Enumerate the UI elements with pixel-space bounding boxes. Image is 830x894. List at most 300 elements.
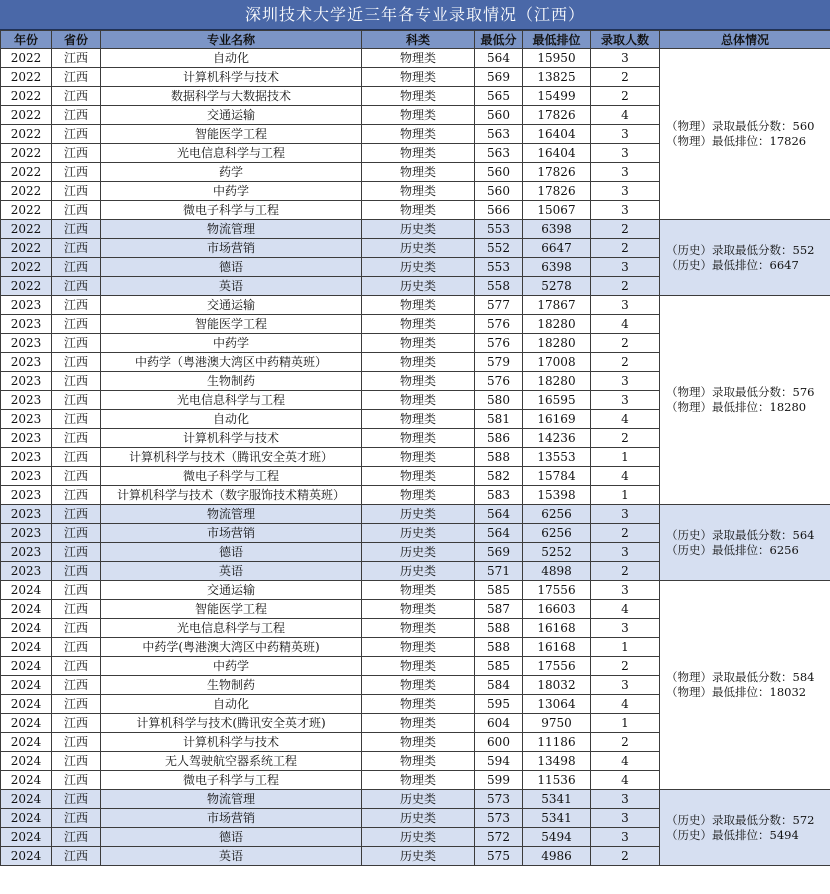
cell-category: 物理类 — [362, 771, 475, 790]
cell-province: 江西 — [52, 68, 101, 87]
cell-major: 德语 — [101, 543, 362, 562]
cell-min-rank: 4986 — [523, 847, 591, 866]
summary-line: （物理）最低排位：18032 — [666, 685, 807, 699]
cell-major: 智能医学工程 — [101, 600, 362, 619]
cell-admitted: 3 — [591, 790, 660, 809]
cell-major: 计算机科学与技术（数字服饰技术精英班） — [101, 486, 362, 505]
cell-year: 2024 — [1, 600, 52, 619]
table-row — [1, 49, 830, 68]
cell-year: 2022 — [1, 239, 52, 258]
cell-year: 2023 — [1, 486, 52, 505]
cell-year: 2022 — [1, 163, 52, 182]
cell-year: 2023 — [1, 334, 52, 353]
cell-province: 江西 — [52, 828, 101, 847]
summary-line: （历史）录取最低分数：572 — [666, 812, 815, 827]
cell-admitted: 4 — [591, 315, 660, 334]
cell-min-rank: 13825 — [523, 68, 591, 87]
cell-admitted: 3 — [591, 258, 660, 277]
cell-major: 智能医学工程 — [101, 125, 362, 144]
cell-major: 中药学(粤港澳大湾区中药精英班) — [101, 638, 362, 657]
cell-province: 江西 — [52, 391, 101, 410]
cell-category: 物理类 — [362, 372, 475, 391]
cell-province: 江西 — [52, 562, 101, 581]
cell-min-rank: 17826 — [523, 163, 591, 182]
group-summary — [660, 296, 830, 505]
cell-category: 物理类 — [362, 638, 475, 657]
cell-admitted: 2 — [591, 220, 660, 239]
cell-category: 物理类 — [362, 448, 475, 467]
cell-admitted: 1 — [591, 448, 660, 467]
cell-min-score: 585 — [475, 657, 523, 676]
summary-line: （历史）录取最低分数：552 — [666, 242, 815, 257]
cell-min-rank: 17008 — [523, 353, 591, 372]
group-summary — [660, 581, 830, 790]
cell-year: 2022 — [1, 68, 52, 87]
cell-year: 2024 — [1, 638, 52, 657]
cell-category: 物理类 — [362, 391, 475, 410]
cell-min-score: 571 — [475, 562, 523, 581]
cell-min-rank: 15067 — [523, 201, 591, 220]
cell-year: 2024 — [1, 676, 52, 695]
cell-province: 江西 — [52, 771, 101, 790]
cell-admitted: 2 — [591, 524, 660, 543]
cell-min-score: 563 — [475, 144, 523, 163]
cell-min-score: 560 — [475, 106, 523, 125]
cell-province: 江西 — [52, 220, 101, 239]
cell-province: 江西 — [52, 714, 101, 733]
cell-major: 微电子科学与工程 — [101, 201, 362, 220]
cell-category: 物理类 — [362, 201, 475, 220]
cell-year: 2023 — [1, 524, 52, 543]
cell-min-rank: 4898 — [523, 562, 591, 581]
cell-min-rank: 11536 — [523, 771, 591, 790]
cell-major: 英语 — [101, 562, 362, 581]
cell-admitted: 3 — [591, 581, 660, 600]
header-summary: 总体情况 — [660, 31, 830, 49]
cell-year: 2022 — [1, 49, 52, 68]
cell-major: 光电信息科学与工程 — [101, 144, 362, 163]
cell-major: 计算机科学与技术 — [101, 68, 362, 87]
table-row — [1, 505, 830, 524]
cell-min-score: 576 — [475, 315, 523, 334]
cell-category: 物理类 — [362, 296, 475, 315]
cell-min-rank: 16595 — [523, 391, 591, 410]
cell-major: 市场营销 — [101, 524, 362, 543]
cell-min-rank: 14236 — [523, 429, 591, 448]
cell-admitted: 3 — [591, 296, 660, 315]
cell-year: 2022 — [1, 106, 52, 125]
cell-year: 2022 — [1, 182, 52, 201]
cell-year: 2024 — [1, 828, 52, 847]
cell-admitted: 1 — [591, 486, 660, 505]
cell-admitted: 2 — [591, 847, 660, 866]
cell-major: 中药学 — [101, 182, 362, 201]
cell-min-score: 560 — [475, 163, 523, 182]
cell-province: 江西 — [52, 277, 101, 296]
cell-min-rank: 6256 — [523, 505, 591, 524]
cell-year: 2023 — [1, 391, 52, 410]
cell-min-score: 565 — [475, 87, 523, 106]
cell-province: 江西 — [52, 372, 101, 391]
cell-category: 物理类 — [362, 125, 475, 144]
cell-year: 2024 — [1, 809, 52, 828]
cell-category: 历史类 — [362, 239, 475, 258]
cell-min-rank: 16404 — [523, 144, 591, 163]
cell-year: 2023 — [1, 448, 52, 467]
cell-province: 江西 — [52, 695, 101, 714]
group-summary — [660, 220, 830, 296]
cell-min-rank: 16168 — [523, 638, 591, 657]
cell-min-rank: 15398 — [523, 486, 591, 505]
cell-min-score: 587 — [475, 600, 523, 619]
cell-major: 英语 — [101, 847, 362, 866]
cell-major: 物流管理 — [101, 220, 362, 239]
summary-line: （历史）最低排位：5494 — [666, 827, 799, 842]
summary-line: （物理）录取最低分数：576 — [666, 385, 815, 399]
cell-year: 2023 — [1, 543, 52, 562]
cell-province: 江西 — [52, 49, 101, 68]
cell-min-score: 566 — [475, 201, 523, 220]
cell-year: 2024 — [1, 657, 52, 676]
cell-admitted: 3 — [591, 828, 660, 847]
cell-min-rank: 6647 — [523, 239, 591, 258]
cell-year: 2022 — [1, 201, 52, 220]
cell-admitted: 4 — [591, 752, 660, 771]
cell-min-rank: 17826 — [523, 106, 591, 125]
summary-line: （历史）最低排位：6647 — [666, 257, 799, 272]
cell-province: 江西 — [52, 543, 101, 562]
cell-category: 物理类 — [362, 353, 475, 372]
cell-min-rank: 18280 — [523, 372, 591, 391]
group-summary — [660, 49, 830, 220]
cell-min-rank: 18280 — [523, 315, 591, 334]
cell-major: 智能医学工程 — [101, 315, 362, 334]
table-row — [1, 296, 830, 315]
cell-category: 历史类 — [362, 847, 475, 866]
table-row — [1, 581, 830, 600]
cell-province: 江西 — [52, 448, 101, 467]
cell-admitted: 2 — [591, 429, 660, 448]
cell-province: 江西 — [52, 182, 101, 201]
cell-year: 2024 — [1, 581, 52, 600]
cell-admitted: 2 — [591, 334, 660, 353]
cell-major: 自动化 — [101, 695, 362, 714]
header-year: 年份 — [1, 31, 52, 49]
cell-admitted: 2 — [591, 562, 660, 581]
cell-min-rank: 9750 — [523, 714, 591, 733]
cell-category: 历史类 — [362, 220, 475, 239]
cell-category: 物理类 — [362, 657, 475, 676]
cell-major: 市场营销 — [101, 239, 362, 258]
cell-major: 药学 — [101, 163, 362, 182]
cell-admitted: 3 — [591, 543, 660, 562]
cell-admitted: 4 — [591, 410, 660, 429]
cell-admitted: 2 — [591, 68, 660, 87]
group-summary — [660, 790, 830, 866]
cell-category: 物理类 — [362, 106, 475, 125]
summary-line: （物理）录取最低分数：584 — [666, 670, 815, 684]
cell-category: 物理类 — [362, 87, 475, 106]
header-admitted: 录取人数 — [591, 31, 660, 49]
cell-category: 历史类 — [362, 524, 475, 543]
cell-province: 江西 — [52, 467, 101, 486]
cell-admitted: 2 — [591, 657, 660, 676]
cell-province: 江西 — [52, 315, 101, 334]
cell-province: 江西 — [52, 505, 101, 524]
cell-admitted: 3 — [591, 49, 660, 68]
cell-min-score: 588 — [475, 638, 523, 657]
cell-province: 江西 — [52, 201, 101, 220]
cell-category: 物理类 — [362, 600, 475, 619]
cell-min-rank: 6398 — [523, 220, 591, 239]
cell-province: 江西 — [52, 429, 101, 448]
cell-min-rank: 17556 — [523, 657, 591, 676]
cell-year: 2022 — [1, 87, 52, 106]
cell-year: 2023 — [1, 315, 52, 334]
cell-admitted: 3 — [591, 505, 660, 524]
cell-major: 中药学（粤港澳大湾区中药精英班） — [101, 353, 362, 372]
cell-category: 物理类 — [362, 619, 475, 638]
cell-province: 江西 — [52, 353, 101, 372]
cell-year: 2022 — [1, 220, 52, 239]
cell-min-score: 588 — [475, 448, 523, 467]
group-summary — [660, 505, 830, 581]
cell-category: 物理类 — [362, 144, 475, 163]
cell-min-rank: 5341 — [523, 809, 591, 828]
cell-min-score: 576 — [475, 334, 523, 353]
cell-major: 生物制药 — [101, 372, 362, 391]
cell-min-rank: 15499 — [523, 87, 591, 106]
cell-min-score: 553 — [475, 220, 523, 239]
summary-line: （物理）录取最低分数：560 — [666, 119, 815, 133]
header-row — [1, 31, 830, 49]
cell-min-score: 576 — [475, 372, 523, 391]
cell-min-score: 586 — [475, 429, 523, 448]
cell-min-score: 577 — [475, 296, 523, 315]
cell-admitted: 2 — [591, 733, 660, 752]
cell-admitted: 2 — [591, 277, 660, 296]
cell-year: 2023 — [1, 562, 52, 581]
cell-min-rank: 16603 — [523, 600, 591, 619]
cell-major: 中药学 — [101, 657, 362, 676]
cell-min-rank: 13498 — [523, 752, 591, 771]
cell-province: 江西 — [52, 125, 101, 144]
cell-province: 江西 — [52, 106, 101, 125]
cell-min-rank: 13064 — [523, 695, 591, 714]
admission-table — [0, 30, 830, 866]
cell-min-rank: 15784 — [523, 467, 591, 486]
cell-min-rank: 6398 — [523, 258, 591, 277]
cell-province: 江西 — [52, 410, 101, 429]
cell-province: 江西 — [52, 87, 101, 106]
header-major: 专业名称 — [101, 31, 362, 49]
table-title: 深圳技术大学近三年各专业录取情况（江西） — [0, 0, 830, 30]
cell-category: 历史类 — [362, 828, 475, 847]
cell-major: 物流管理 — [101, 505, 362, 524]
cell-province: 江西 — [52, 752, 101, 771]
cell-admitted: 4 — [591, 600, 660, 619]
cell-min-rank: 18280 — [523, 334, 591, 353]
cell-admitted: 1 — [591, 638, 660, 657]
cell-min-score: 572 — [475, 828, 523, 847]
cell-category: 物理类 — [362, 182, 475, 201]
cell-year: 2023 — [1, 467, 52, 486]
cell-min-rank: 15950 — [523, 49, 591, 68]
cell-admitted: 2 — [591, 353, 660, 372]
cell-major: 计算机科学与技术 — [101, 733, 362, 752]
cell-min-score: 560 — [475, 182, 523, 201]
cell-province: 江西 — [52, 733, 101, 752]
cell-province: 江西 — [52, 334, 101, 353]
cell-category: 物理类 — [362, 486, 475, 505]
table-row — [1, 220, 830, 239]
cell-province: 江西 — [52, 581, 101, 600]
cell-min-rank: 6256 — [523, 524, 591, 543]
cell-min-score: 573 — [475, 809, 523, 828]
cell-min-score: 580 — [475, 391, 523, 410]
cell-major: 交通运输 — [101, 296, 362, 315]
cell-year: 2024 — [1, 790, 52, 809]
cell-min-score: 564 — [475, 505, 523, 524]
cell-year: 2024 — [1, 771, 52, 790]
summary-line: （历史）录取最低分数：564 — [666, 527, 815, 542]
cell-category: 物理类 — [362, 695, 475, 714]
cell-province: 江西 — [52, 296, 101, 315]
cell-province: 江西 — [52, 239, 101, 258]
cell-province: 江西 — [52, 847, 101, 866]
cell-min-score: 558 — [475, 277, 523, 296]
cell-min-score: 579 — [475, 353, 523, 372]
cell-category: 历史类 — [362, 790, 475, 809]
cell-major: 自动化 — [101, 49, 362, 68]
cell-major: 交通运输 — [101, 106, 362, 125]
cell-min-score: 599 — [475, 771, 523, 790]
cell-min-score: 585 — [475, 581, 523, 600]
cell-category: 历史类 — [362, 809, 475, 828]
cell-category: 物理类 — [362, 410, 475, 429]
cell-min-score: 583 — [475, 486, 523, 505]
cell-min-rank: 5278 — [523, 277, 591, 296]
cell-admitted: 4 — [591, 106, 660, 125]
cell-category: 物理类 — [362, 581, 475, 600]
cell-min-score: 569 — [475, 68, 523, 87]
cell-major: 生物制药 — [101, 676, 362, 695]
summary-line: （物理）最低排位：18280 — [666, 400, 807, 414]
cell-major: 光电信息科学与工程 — [101, 391, 362, 410]
cell-category: 物理类 — [362, 714, 475, 733]
cell-min-score: 573 — [475, 790, 523, 809]
summary-line: （历史）最低排位：6256 — [666, 542, 799, 557]
cell-min-score: 552 — [475, 239, 523, 258]
cell-province: 江西 — [52, 163, 101, 182]
cell-province: 江西 — [52, 619, 101, 638]
cell-admitted: 3 — [591, 125, 660, 144]
cell-province: 江西 — [52, 676, 101, 695]
header-province: 省份 — [52, 31, 101, 49]
summary-line: （物理）最低排位：17826 — [666, 134, 807, 148]
cell-min-rank: 16168 — [523, 619, 591, 638]
cell-year: 2023 — [1, 353, 52, 372]
cell-major: 英语 — [101, 277, 362, 296]
cell-min-score: 600 — [475, 733, 523, 752]
cell-admitted: 3 — [591, 163, 660, 182]
cell-min-rank: 17556 — [523, 581, 591, 600]
cell-min-rank: 11186 — [523, 733, 591, 752]
cell-category: 物理类 — [362, 315, 475, 334]
cell-category: 物理类 — [362, 733, 475, 752]
cell-min-score: 575 — [475, 847, 523, 866]
cell-min-score: 563 — [475, 125, 523, 144]
cell-min-score: 582 — [475, 467, 523, 486]
cell-province: 江西 — [52, 524, 101, 543]
cell-min-rank: 5494 — [523, 828, 591, 847]
cell-major: 自动化 — [101, 410, 362, 429]
header-min-rank: 最低排位 — [523, 31, 591, 49]
cell-year: 2024 — [1, 847, 52, 866]
cell-year: 2022 — [1, 258, 52, 277]
cell-major: 微电子科学与工程 — [101, 467, 362, 486]
cell-category: 物理类 — [362, 49, 475, 68]
cell-min-rank: 13553 — [523, 448, 591, 467]
cell-admitted: 2 — [591, 87, 660, 106]
cell-admitted: 4 — [591, 771, 660, 790]
cell-min-score: 594 — [475, 752, 523, 771]
cell-category: 物理类 — [362, 429, 475, 448]
cell-province: 江西 — [52, 638, 101, 657]
cell-category: 物理类 — [362, 163, 475, 182]
cell-major: 德语 — [101, 258, 362, 277]
cell-year: 2023 — [1, 410, 52, 429]
cell-province: 江西 — [52, 258, 101, 277]
cell-admitted: 3 — [591, 676, 660, 695]
cell-major: 物流管理 — [101, 790, 362, 809]
cell-admitted: 4 — [591, 467, 660, 486]
cell-min-score: 569 — [475, 543, 523, 562]
cell-year: 2024 — [1, 733, 52, 752]
cell-category: 物理类 — [362, 467, 475, 486]
cell-year: 2023 — [1, 505, 52, 524]
cell-admitted: 2 — [591, 239, 660, 258]
cell-admitted: 3 — [591, 182, 660, 201]
cell-major: 计算机科学与技术(腾讯安全英才班) — [101, 714, 362, 733]
cell-major: 德语 — [101, 828, 362, 847]
cell-min-rank: 5252 — [523, 543, 591, 562]
cell-major: 计算机科学与技术 — [101, 429, 362, 448]
cell-province: 江西 — [52, 600, 101, 619]
cell-category: 历史类 — [362, 277, 475, 296]
cell-admitted: 3 — [591, 619, 660, 638]
cell-major: 交通运输 — [101, 581, 362, 600]
cell-min-rank: 17826 — [523, 182, 591, 201]
cell-min-score: 564 — [475, 49, 523, 68]
cell-year: 2023 — [1, 372, 52, 391]
cell-min-rank: 16404 — [523, 125, 591, 144]
cell-min-rank: 16169 — [523, 410, 591, 429]
header-min-score: 最低分 — [475, 31, 523, 49]
cell-year: 2022 — [1, 277, 52, 296]
cell-province: 江西 — [52, 657, 101, 676]
cell-admitted: 3 — [591, 809, 660, 828]
cell-major: 光电信息科学与工程 — [101, 619, 362, 638]
cell-category: 历史类 — [362, 505, 475, 524]
cell-admitted: 3 — [591, 391, 660, 410]
cell-min-score: 588 — [475, 619, 523, 638]
cell-min-rank: 18032 — [523, 676, 591, 695]
cell-min-score: 581 — [475, 410, 523, 429]
cell-admitted: 1 — [591, 714, 660, 733]
cell-year: 2022 — [1, 125, 52, 144]
cell-year: 2023 — [1, 296, 52, 315]
